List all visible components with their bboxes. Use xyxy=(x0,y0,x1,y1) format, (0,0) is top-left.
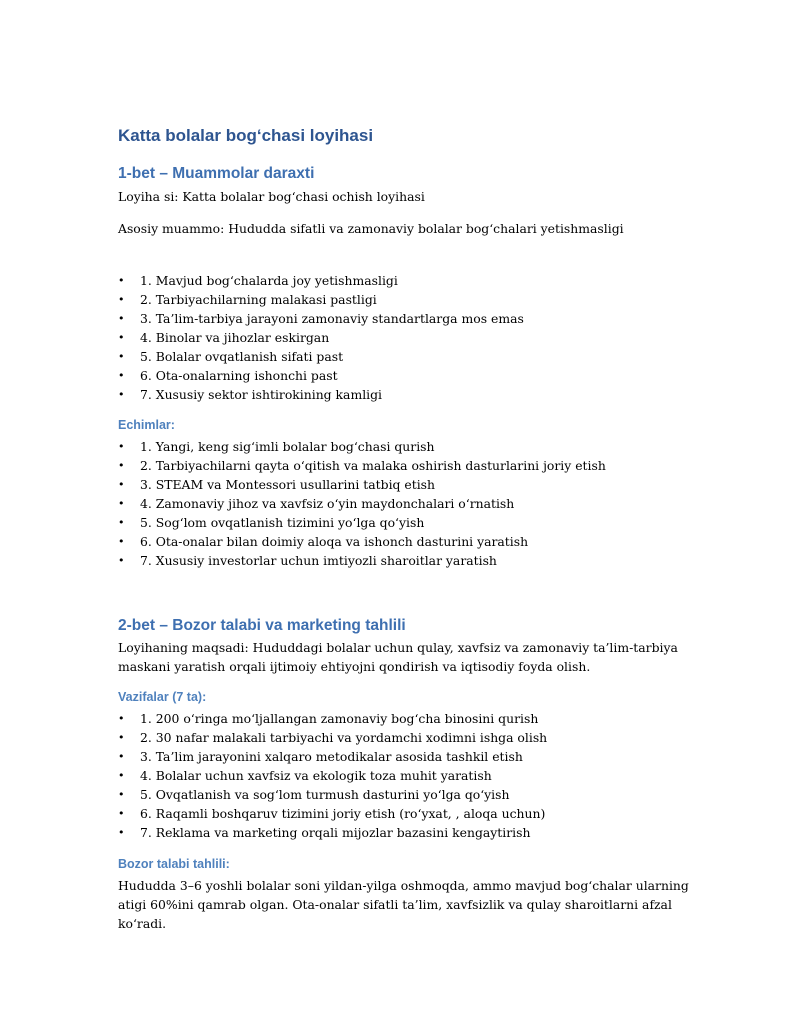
bullet-icon: • xyxy=(118,312,125,325)
bullet-icon: • xyxy=(118,350,125,363)
list-item: • 2. Tarbiyachilarning malakasi pastligi xyxy=(118,292,377,307)
list-item: • 7. Reklama va marketing orqali mijozlar bazasini kengaytirish xyxy=(118,825,531,840)
tasks-heading: Vazifalar (7 ta): xyxy=(118,690,207,704)
list-item: • 5. Ovqatlanish va sog‘lom turmush dasturini yo‘lga qo‘yish xyxy=(118,787,510,802)
list-item: • 3. STEAM va Montessori usullarini tatbiq etish xyxy=(118,477,436,492)
bullet-icon: • xyxy=(118,554,125,567)
problems-list xyxy=(118,271,524,404)
list-item: • 6. Ota-onalar bilan doimiy aloqa va ishonch dasturini yaratish xyxy=(118,534,529,549)
list-item: • 2. Tarbiyachilarni qayta o‘qitish va malaka oshirish dasturlarini joriy etish xyxy=(118,458,606,473)
list-item: • 6. Raqamli boshqaruv tizimini joriy etish (ro‘yxat, , aloqa uchun) xyxy=(118,806,546,821)
bullet-icon: • xyxy=(118,712,125,725)
list-item: • 1. 200 o‘ringa mo‘ljallangan zamonaviy bog‘cha binosini qurish xyxy=(118,711,539,726)
bullet-icon: • xyxy=(118,459,125,472)
bullet-icon: • xyxy=(118,369,125,382)
list-item: • 4. Binolar va jihozlar eskirgan xyxy=(118,330,330,345)
market-heading: Bozor talabi tahlili: xyxy=(118,857,230,871)
bullet-icon: • xyxy=(118,388,125,401)
market-text: Hududda 3–6 yoshli bolalar soni yildan-yilga oshmoqda, ammo mavjud bog‘chalar ularning atigi 60%ini qamrab olgan. Ota-onalar sifatli ta’lim, xavfsizlik va qulay sharoitlarni afzal ko‘radi. xyxy=(118,878,689,931)
list-item: • 5. Bolalar ovqatlanish sifati past xyxy=(118,349,344,364)
bullet-icon: • xyxy=(118,274,125,287)
bullet-icon: • xyxy=(118,731,125,744)
bullet-icon: • xyxy=(118,478,125,491)
section1-heading: 1-bet – Muammolar daraxti xyxy=(118,165,315,182)
bullet-icon: • xyxy=(118,331,125,344)
tasks-list xyxy=(118,709,547,842)
project-name: Loyiha si: Katta bolalar bog‘chasi ochish loyihasi xyxy=(118,189,425,204)
document-title: Katta bolalar bog‘chasi loyihasi xyxy=(118,126,374,145)
bullet-icon: • xyxy=(118,826,125,839)
section2-heading: 2-bet – Bozor talabi va marketing tahlili xyxy=(118,617,406,634)
list-item: • 1. Mavjud bog‘chalarda joy yetishmasligi xyxy=(118,273,398,288)
bullet-icon: • xyxy=(118,516,125,529)
main-problem: Asosiy muammo: Hududda sifatli va zamonaviy bolalar bog‘chalari yetishmasligi xyxy=(118,221,624,236)
list-item: • 2. 30 nafar malakali tarbiyachi va yordamchi xodimni ishga olish xyxy=(118,730,548,745)
list-item: • 4. Bolalar uchun xavfsiz va ekologik toza muhit yaratish xyxy=(118,768,492,783)
bullet-icon: • xyxy=(118,497,125,510)
list-item: • 7. Xususiy investorlar uchun imtiyozli sharoitlar yaratish xyxy=(118,553,497,568)
bullet-icon: • xyxy=(118,807,125,820)
solutions-heading: Echimlar: xyxy=(118,418,175,432)
bullet-icon: • xyxy=(118,535,125,548)
list-item: • 7. Xususiy sektor ishtirokining kamligi xyxy=(118,387,383,402)
bullet-icon: • xyxy=(118,440,125,453)
list-item: • 3. Ta’lim-tarbiya jarayoni zamonaviy standartlarga mos emas xyxy=(118,311,524,326)
solutions-list xyxy=(118,437,606,570)
list-item: • 6. Ota-onalarning ishonchi past xyxy=(118,368,338,383)
project-goal: Loyihaning maqsadi: Hududdagi bolalar uchun qulay, xavfsiz va zamonaviy ta’lim-tarbiya maskani yaratish orqali ijtimoiy ehtiyojni qondirish va iqtisodiy foyda olish. xyxy=(118,640,678,674)
list-item: • 3. Ta’lim jarayonini xalqaro metodikalar asosida tashkil etish xyxy=(118,749,523,764)
bullet-icon: • xyxy=(118,769,125,782)
list-item: • 1. Yangi, keng sig‘imli bolalar bog‘chasi qurish xyxy=(118,439,435,454)
bullet-icon: • xyxy=(118,293,125,306)
list-item: • 5. Sog‘lom ovqatlanish tizimini yo‘lga qo‘yish xyxy=(118,515,425,530)
bullet-icon: • xyxy=(118,788,125,801)
list-item: • 4. Zamonaviy jihoz va xavfsiz o‘yin maydonchalari o‘rnatish xyxy=(118,496,515,511)
bullet-icon: • xyxy=(118,750,125,763)
